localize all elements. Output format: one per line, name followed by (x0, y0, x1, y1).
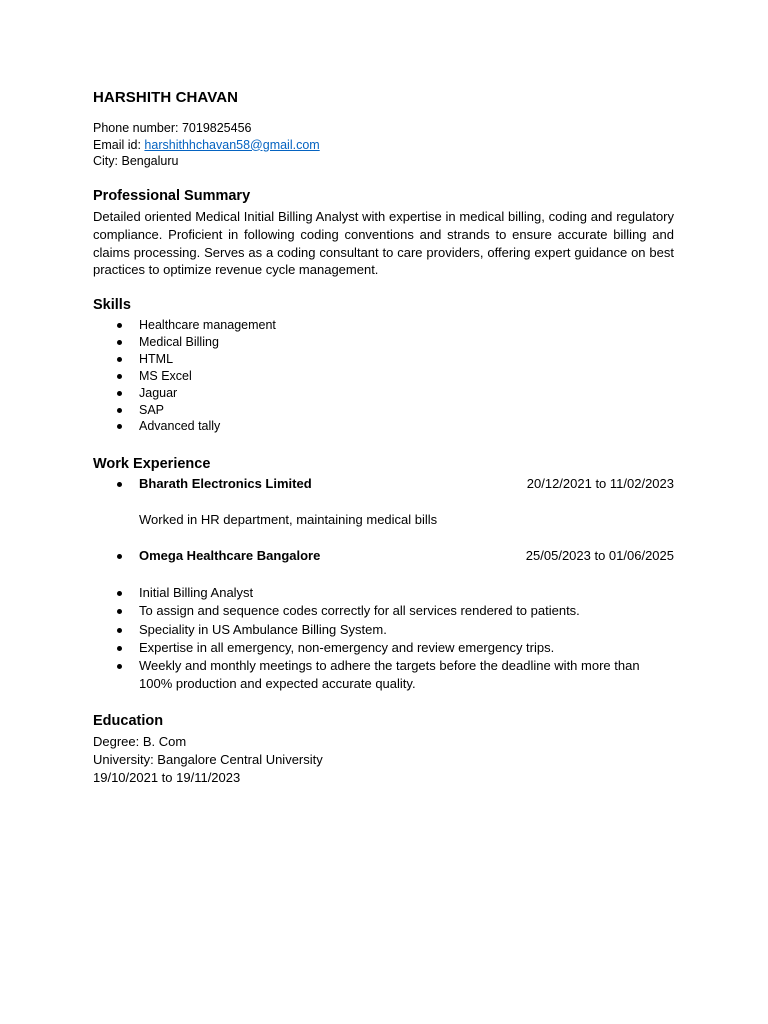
skill-item: Healthcare management (93, 317, 276, 334)
job-dates: 20/12/2021 to 11/02/2023 (526, 476, 674, 491)
candidate-name: HARSHITH CHAVAN (93, 89, 239, 106)
skill-item: Advanced tally (93, 418, 276, 435)
email-line (93, 137, 320, 154)
city-label: City: (93, 154, 118, 168)
degree-line: Degree: B. Com (93, 734, 187, 749)
job-description: Worked in HR department, maintaining medical bills (139, 512, 438, 527)
summary-text: Detailed oriented Medical Initial Billing Analyst with expertise in medical billing, coding and regulatory compliance. Proficient in following coding conventions and strands to ensure accurate billing and claims processing. Serves as a coding consultant to care providers, offering expert guidance on best practices to optimize revenue cycle management. (93, 209, 674, 278)
city-line (93, 153, 320, 170)
job-header-bharath (93, 475, 674, 493)
job-dates: 25/05/2023 to 01/06/2025 (525, 548, 674, 563)
education-dates: 19/10/2021 to 19/11/2023 (93, 770, 241, 785)
duty-item: Speciality in US Ambulance Billing System. (93, 621, 674, 639)
job-header-omega (93, 547, 674, 565)
email-label: Email id: (93, 137, 141, 152)
company-name: Omega Healthcare Bangalore (93, 548, 320, 563)
duty-item: Expertise in all emergency, non-emergency and review emergency trips. (93, 639, 674, 657)
contact-block (93, 120, 320, 170)
education-block (93, 733, 323, 787)
experience-heading: Work Experience (93, 456, 211, 472)
skill-item: Medical Billing (93, 334, 276, 351)
summary-heading: Professional Summary (93, 188, 251, 204)
university-line: University: Bangalore Central University (93, 752, 323, 767)
skills-heading: Skills (93, 297, 131, 313)
duties-list (93, 584, 674, 694)
duty-item: Initial Billing Analyst (93, 584, 674, 602)
phone-label: Phone number: (93, 121, 179, 135)
phone-value: 7019825456 (181, 121, 252, 135)
duty-item: Weekly and monthly meetings to adhere the targets before the deadline with more than 100% production and expected accurate quality. (93, 657, 674, 694)
resume-page (93, 0, 674, 1024)
skill-item: HTML (93, 351, 276, 368)
skill-item: SAP (93, 402, 276, 419)
phone-line (93, 120, 320, 137)
city-value: Bengaluru (121, 154, 179, 168)
skills-list (93, 317, 276, 435)
education-heading: Education (93, 713, 164, 729)
email-link[interactable]: harshithhchavan58@gmail.com (144, 137, 320, 152)
skill-item: MS Excel (93, 368, 276, 385)
company-name: Bharath Electronics Limited (93, 476, 312, 491)
skill-item: Jaguar (93, 385, 276, 402)
duty-item: To assign and sequence codes correctly for all services rendered to patients. (93, 602, 674, 620)
